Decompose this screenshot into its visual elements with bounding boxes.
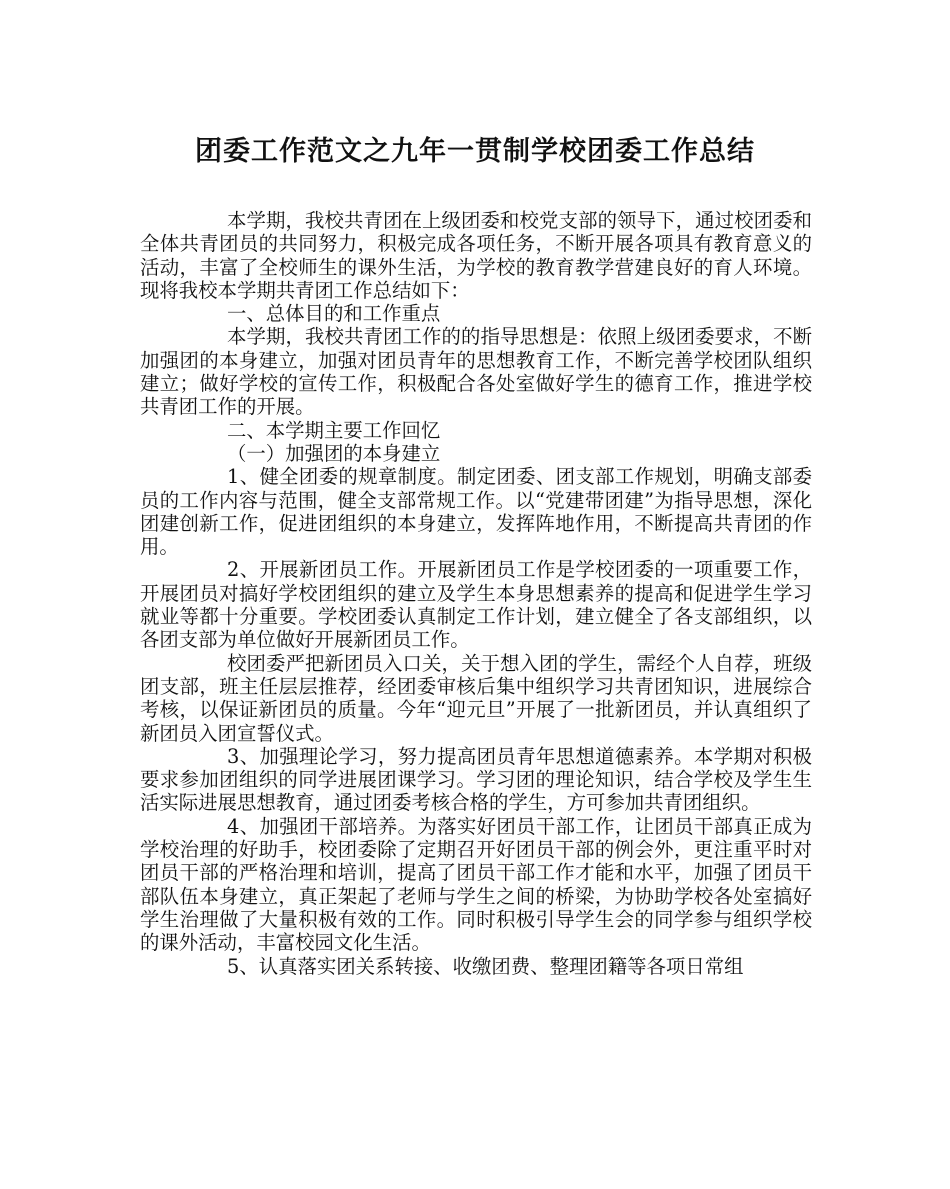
section-heading-1: 一、总体目的和工作重点 (227, 302, 441, 326)
paragraph-guiding-thought: 本学期，我校共青团工作的的指导思想是：依照上级团委要求，不断加强团的本身建立，加强对团员青年的思想教育工作，不断完善学校团队组织建立；做好学校的宣传工作，积极配合各处室做好学生的德育工作，推进学校共青团工作的开展。 (140, 325, 812, 419)
section-heading-2: 二、本学期主要工作回忆 (227, 418, 441, 442)
document-body (140, 209, 812, 978)
paragraph-item-5: 5、认真落实团关系转接、收缴团费、整理团籍等各项日常组 (227, 954, 744, 978)
paragraph-item-3: 3、加强理论学习，努力提高团员青年思想道德素养。本学期对积极要求参加团组织的同学进展团课学习。学习团的理论知识，结合学校及学生生活实际进展思想教育，通过团委考核合格的学生，方可参加共青团组织。 (140, 744, 812, 815)
paragraph-item-2-continued: 校团委严把新团员入口关，关于想入团的学生，需经个人自荐，班级团支部，班主任层层推荐，经团委审核后集中组织学习共青团知识，进展综合考核，以保证新团员的质量。今年“迎元旦”开展了一批新团员，并认真组织了新团员入团宣誓仪式。 (140, 651, 812, 745)
paragraph-item-2: 2、开展新团员工作。开展新团员工作是学校团委的一项重要工作，开展团员对搞好学校团组织的建立及学生本身思想素养的提高和促进学生学习就业等都十分重要。学校团委认真制定工作计划，建立健全了各支部组织，以各团支部为单位做好开展新团员工作。 (140, 558, 812, 652)
paragraph-item-1: 1、健全团委的规章制度。制定团委、团支部工作规划，明确支部委员的工作内容与范围，健全支部常规工作。以“党建带团建”为指导思想，深化团建创新工作，促进团组织的本身建立，发挥阵地作用，不断提高共青团的作用。 (140, 465, 812, 559)
paragraph-intro: 本学期，我校共青团在上级团委和校党支部的领导下，通过校团委和全体共青团员的共同努力，积极完成各项任务，不断开展各项具有教育意义的活动，丰富了全校师生的课外生活，为学校的教育教学营建良好的育人环境。现将我校本学期共青团工作总结如下： (140, 209, 812, 302)
document-title: 团委工作范文之九年一贯制学校团委工作总结 (195, 136, 755, 167)
subsection-heading-1: （一）加强团的本身建立 (227, 441, 441, 465)
paragraph-item-4: 4、加强团干部培养。为落实好团员干部工作，让团员干部真正成为学校治理的好助手，校团委除了定期召开好团员干部的例会外，更注重平时对团员干部的严格治理和培训，提高了团员干部工作才能和水平，加强了团员干部队伍本身建立，真正架起了老师与学生之间的桥梁，为协助学校各处室搞好学生治理做了大量积极有效的工作。同时积极引导学生会的同学参与组织学校的课外活动，丰富校园文化生活。 (140, 814, 812, 955)
